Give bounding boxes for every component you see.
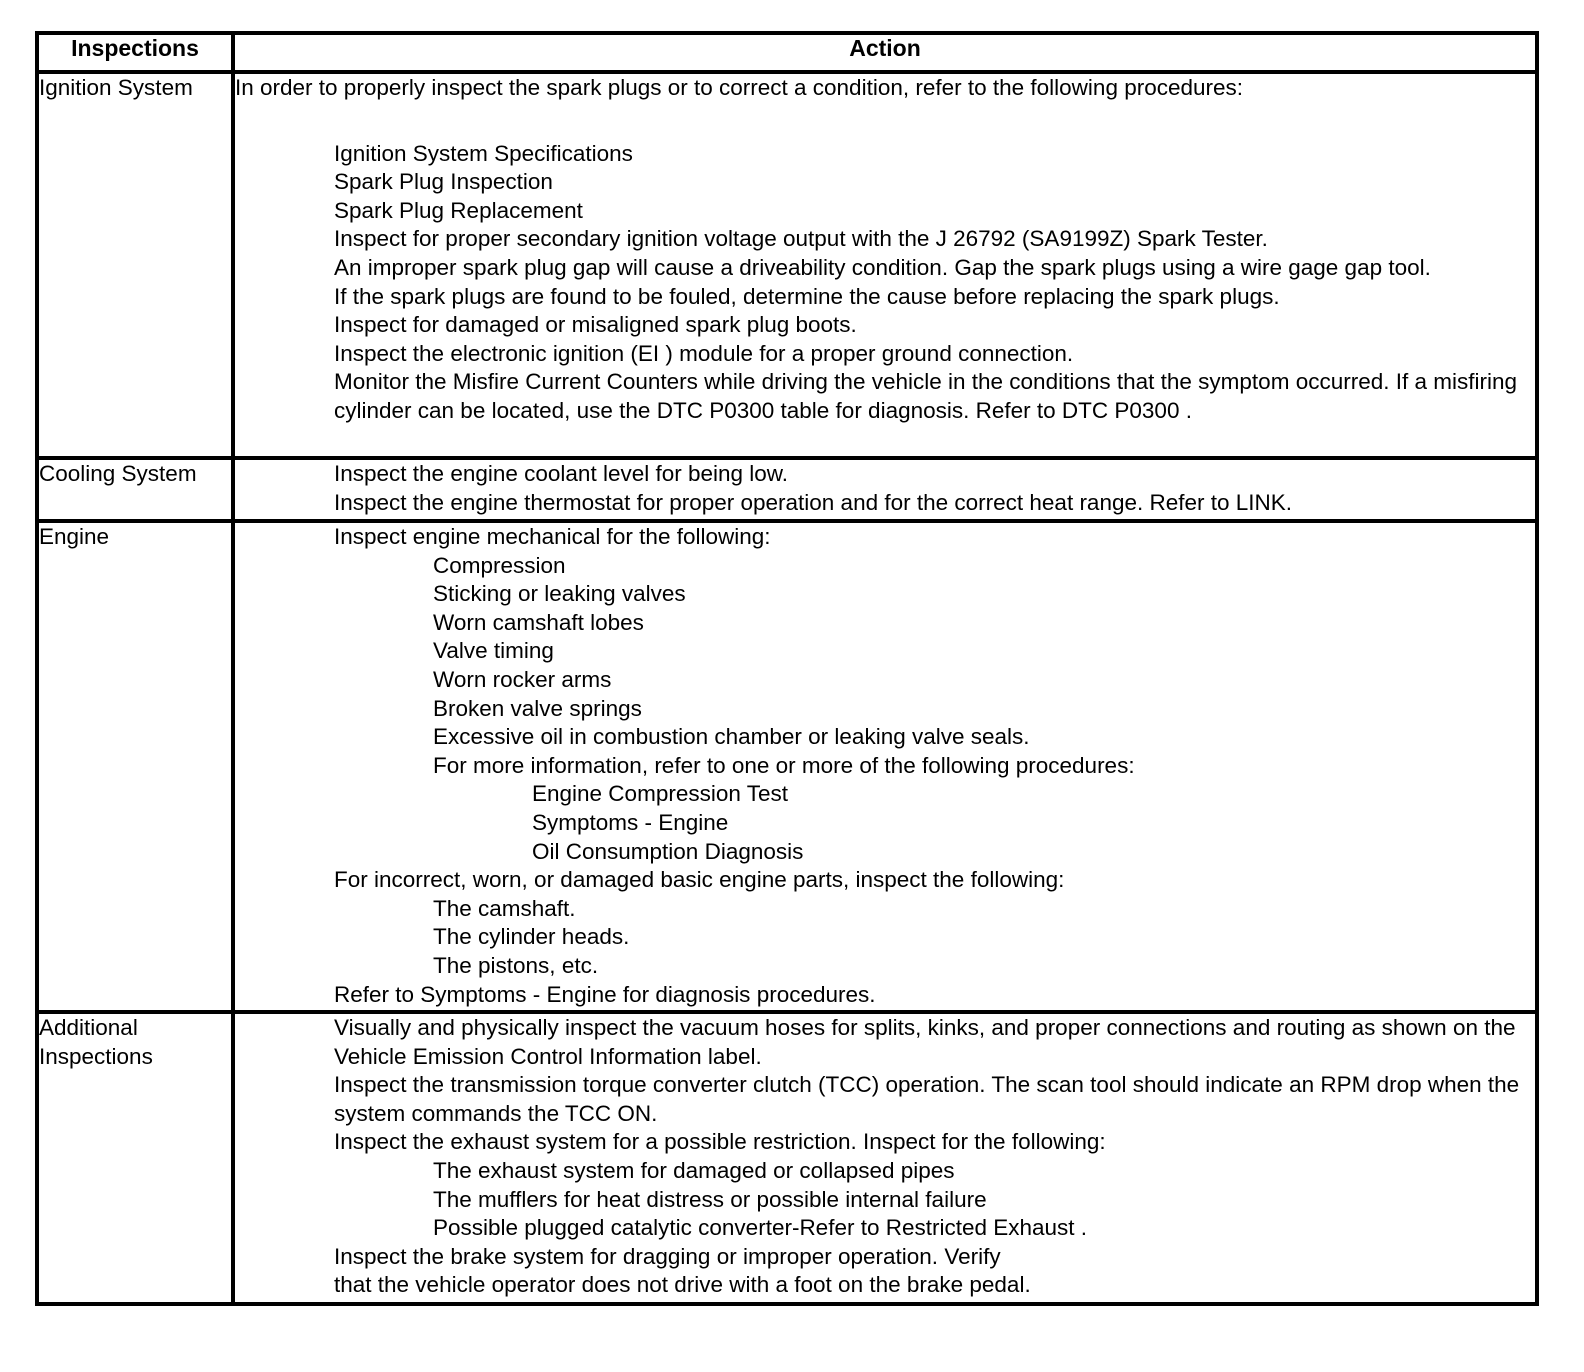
- action-line: Possible plugged catalytic converter-Refer to Restricted Exhaust .: [433, 1215, 1088, 1241]
- action-line: The pistons, etc.: [433, 952, 599, 978]
- action-line: The cylinder heads.: [433, 924, 630, 950]
- action-line: For more information, refer to one or more of the following procedures:: [433, 752, 1135, 778]
- action-line: Inspect the brake system for dragging or improper operation. Verify: [334, 1243, 1001, 1269]
- table-row-engine: [37, 521, 1537, 1012]
- action-line: Worn rocker arms: [433, 666, 612, 692]
- action-cell: [233, 1012, 1537, 1304]
- action-line: that the vehicle operator does not drive with a foot on the brake pedal.: [334, 1272, 1031, 1298]
- action-line: Inspect the engine thermostat for proper operation and for the correct heat range. Refer to LINK.: [334, 489, 1293, 515]
- action-line: Monitor the Misfire Current Counters while driving the vehicle in the conditions that the symptom occurred. If a misfiring cylinder can be located, use the DTC P0300 table for diagnosis. Refer to DTC P0300 .: [334, 369, 1518, 423]
- action-line: For incorrect, worn, or damaged basic engine parts, inspect the following:: [334, 867, 1065, 893]
- action-line: Inspect the electronic ignition (EI ) module for a proper ground connection.: [334, 340, 1074, 366]
- table-row-ignition-system: [37, 72, 1537, 458]
- header-inspections: Inspections: [37, 33, 233, 72]
- inspection-cell: Cooling System: [37, 458, 233, 521]
- action-cell: [233, 458, 1537, 521]
- action-line: An improper spark plug gap will cause a driveability condition. Gap the spark plugs using a wire gage gap tool.: [334, 254, 1431, 280]
- action-line: The exhaust system for damaged or collapsed pipes: [433, 1157, 955, 1183]
- action-line: Inspect engine mechanical for the following:: [334, 524, 771, 549]
- action-line: Inspect the engine coolant level for being low.: [334, 461, 789, 486]
- header-action: Action: [233, 33, 1537, 72]
- action-line: Valve timing: [433, 638, 554, 664]
- inspection-cell: Additional Inspections: [37, 1012, 233, 1304]
- action-line: If the spark plugs are found to be fouled, determine the cause before replacing the spark plugs.: [334, 283, 1280, 309]
- action-line: Symptoms - Engine: [532, 809, 729, 835]
- action-line: Oil Consumption Diagnosis: [532, 838, 804, 864]
- action-line: Excessive oil in combustion chamber or leaking valve seals.: [433, 724, 1030, 750]
- action-line: Inspect the exhaust system for a possible restriction. Inspect for the following:: [334, 1129, 1106, 1155]
- action-line: Ignition System Specifications: [334, 140, 633, 166]
- action-cell: [233, 72, 1537, 458]
- action-line: The camshaft.: [433, 895, 576, 921]
- action-line: Visually and physically inspect the vacuum hoses for splits, kinks, and proper connections and routing as shown on the Vehicle Emission Control Information label.: [334, 1015, 1516, 1069]
- action-line: In order to properly inspect the spark plugs or to correct a condition, refer to the following procedures:: [235, 75, 1244, 100]
- action-line: Inspect the transmission torque converter clutch (TCC) operation. The scan tool should indicate an RPM drop when the system commands the TCC ON.: [334, 1072, 1520, 1126]
- action-line: Spark Plug Replacement: [334, 197, 583, 223]
- action-cell: [233, 521, 1537, 1012]
- action-line: Sticking or leaking valves: [433, 581, 686, 607]
- action-line: Worn camshaft lobes: [433, 609, 644, 635]
- action-line: Broken valve springs: [433, 695, 642, 721]
- action-line: Compression: [433, 552, 566, 578]
- inspections-table: [35, 31, 1539, 1306]
- inspection-cell: Ignition System: [37, 72, 233, 458]
- spacer: [235, 103, 1535, 140]
- action-line: The mufflers for heat distress or possible internal failure: [433, 1186, 987, 1212]
- table-row-additional-inspections: [37, 1012, 1537, 1304]
- action-line: Spark Plug Inspection: [334, 169, 553, 195]
- inspection-document: [35, 31, 1535, 1306]
- action-line: Refer to Symptoms - Engine for diagnosis procedures.: [334, 981, 876, 1007]
- table-header-row: [37, 33, 1537, 72]
- table-row-cooling-system: [37, 458, 1537, 521]
- inspection-cell: Engine: [37, 521, 233, 1012]
- action-line: Engine Compression Test: [532, 781, 788, 807]
- action-line: Inspect for proper secondary ignition voltage output with the J 26792 (SA9199Z) Spark Tester.: [334, 226, 1268, 252]
- action-line: Inspect for damaged or misaligned spark plug boots.: [334, 312, 857, 338]
